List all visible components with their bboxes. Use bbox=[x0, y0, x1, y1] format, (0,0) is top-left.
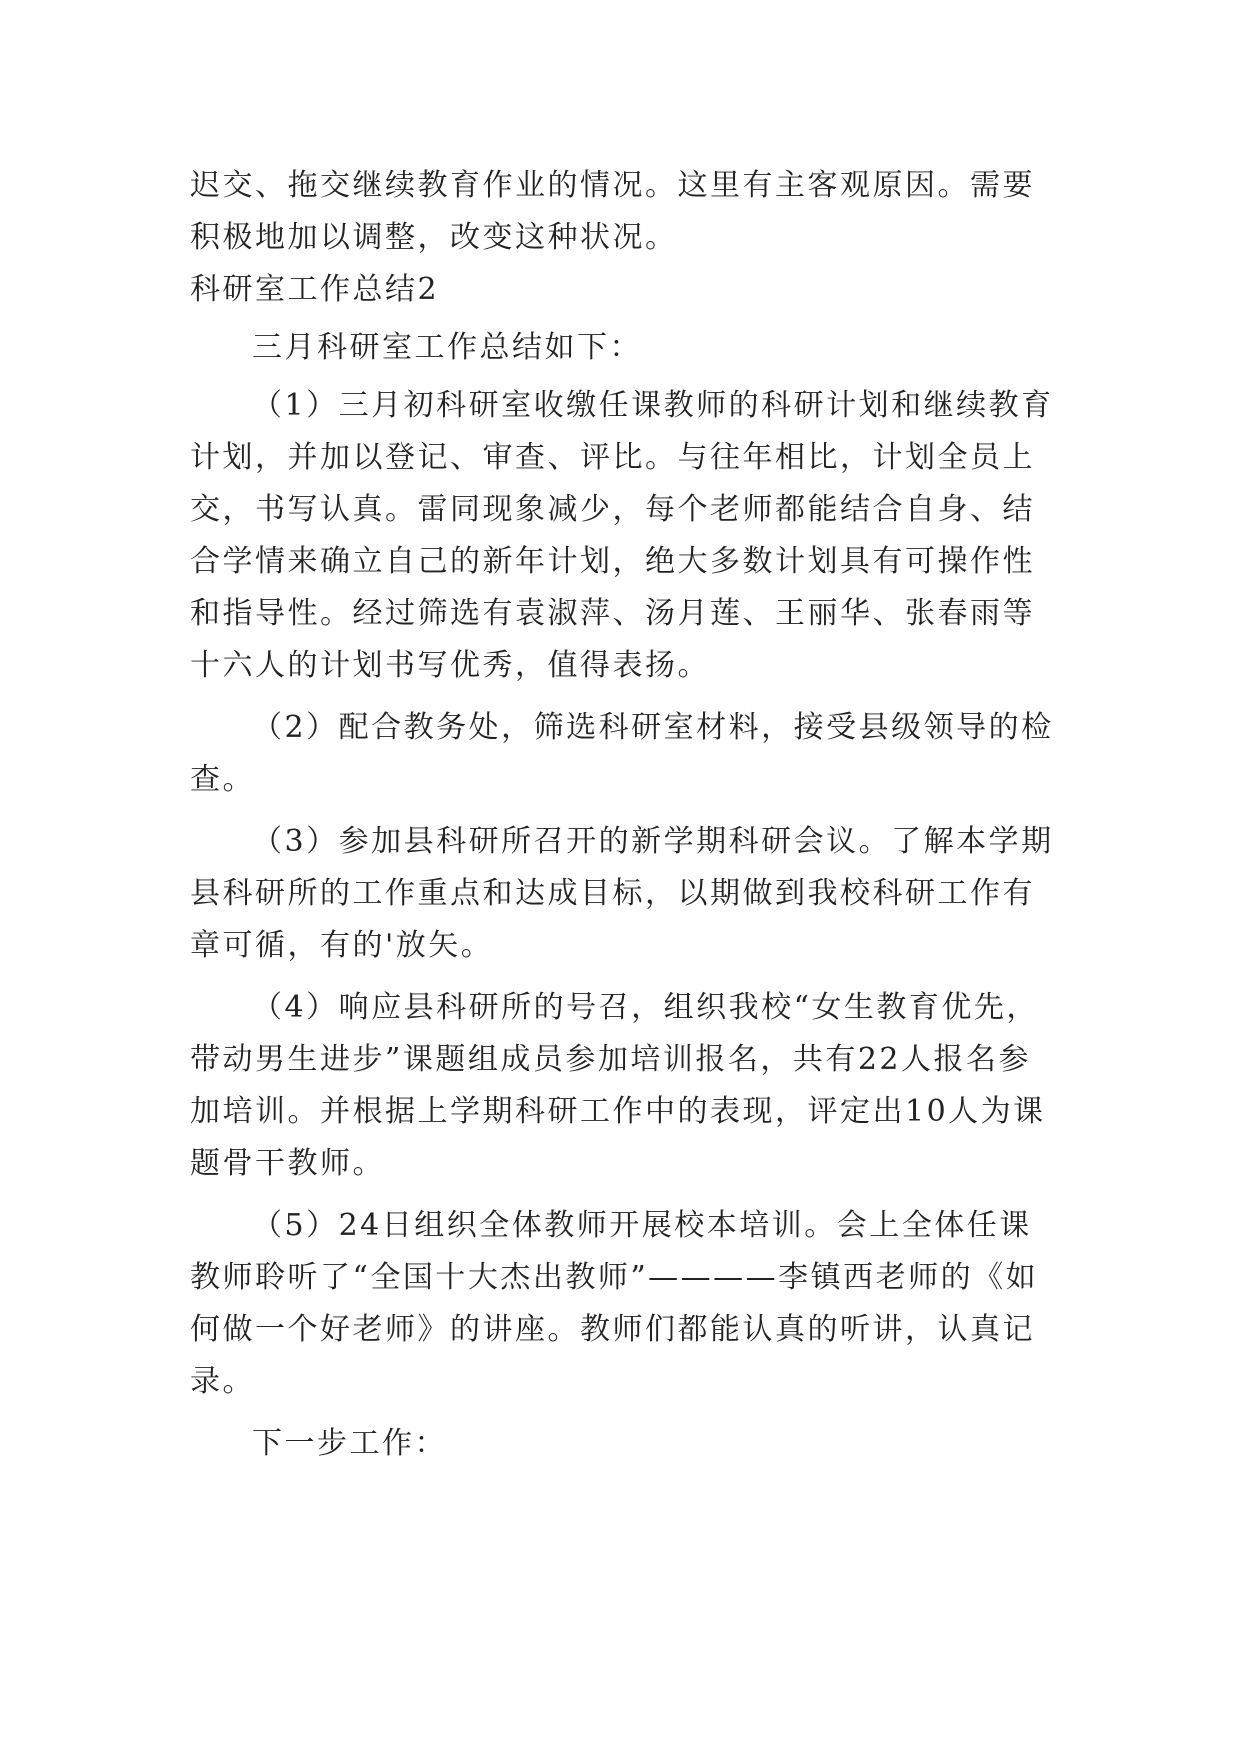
document-body bbox=[190, 160, 1060, 1470]
section-title: 科研室工作总结2 bbox=[190, 272, 440, 307]
item-paragraph-4: （4）响应县科研所的号召，组织我校“女生教育优先，带动男生进步”课题组成员参加培训报名，共有22人报名参加培训。并根据上学期科研工作中的表现，评定出10人为课题骨干教师。 bbox=[190, 990, 1046, 1181]
item-paragraph-5: （5）24日组织全体教师开展校本培训。会上全体任课教师聆听了“全国十大杰出教师”————李镇西老师的《如何做一个好老师》的讲座。教师们都能认真的听讲，认真记录。 bbox=[190, 1208, 1039, 1399]
next-step-heading: 下一步工作： bbox=[252, 1426, 447, 1461]
item-paragraph-2: （2）配合教务处，筛选科研室材料，接受县级领导的检查。 bbox=[190, 710, 1054, 797]
item-paragraph-1: （1）三月初科研室收缴任课教师的科研计划和继续教育计划，并加以登记、审查、评比。与往年相比，计划全员上交，书写认真。雷同现象减少，每个老师都能结合自身、结合学情来确立自己的新年计划，绝大多数计划具有可操作性和指导性。经过筛选有袁淑萍、汤月莲、王丽华、张春雨等十六人的计划书写优秀，值得表扬。 bbox=[190, 388, 1054, 683]
intro-paragraph: 三月科研室工作总结如下： bbox=[252, 330, 642, 365]
item-paragraph-3: （3）参加县科研所召开的新学期科研会议。了解本学期县科研所的工作重点和达成目标，以期做到我校科研工作有章可循，有的'放矢。 bbox=[190, 824, 1054, 963]
continuation-paragraph: 迟交、拖交继续教育作业的情况。这里有主客观原因。需要积极地加以调整，改变这种状况。 bbox=[190, 168, 1035, 255]
